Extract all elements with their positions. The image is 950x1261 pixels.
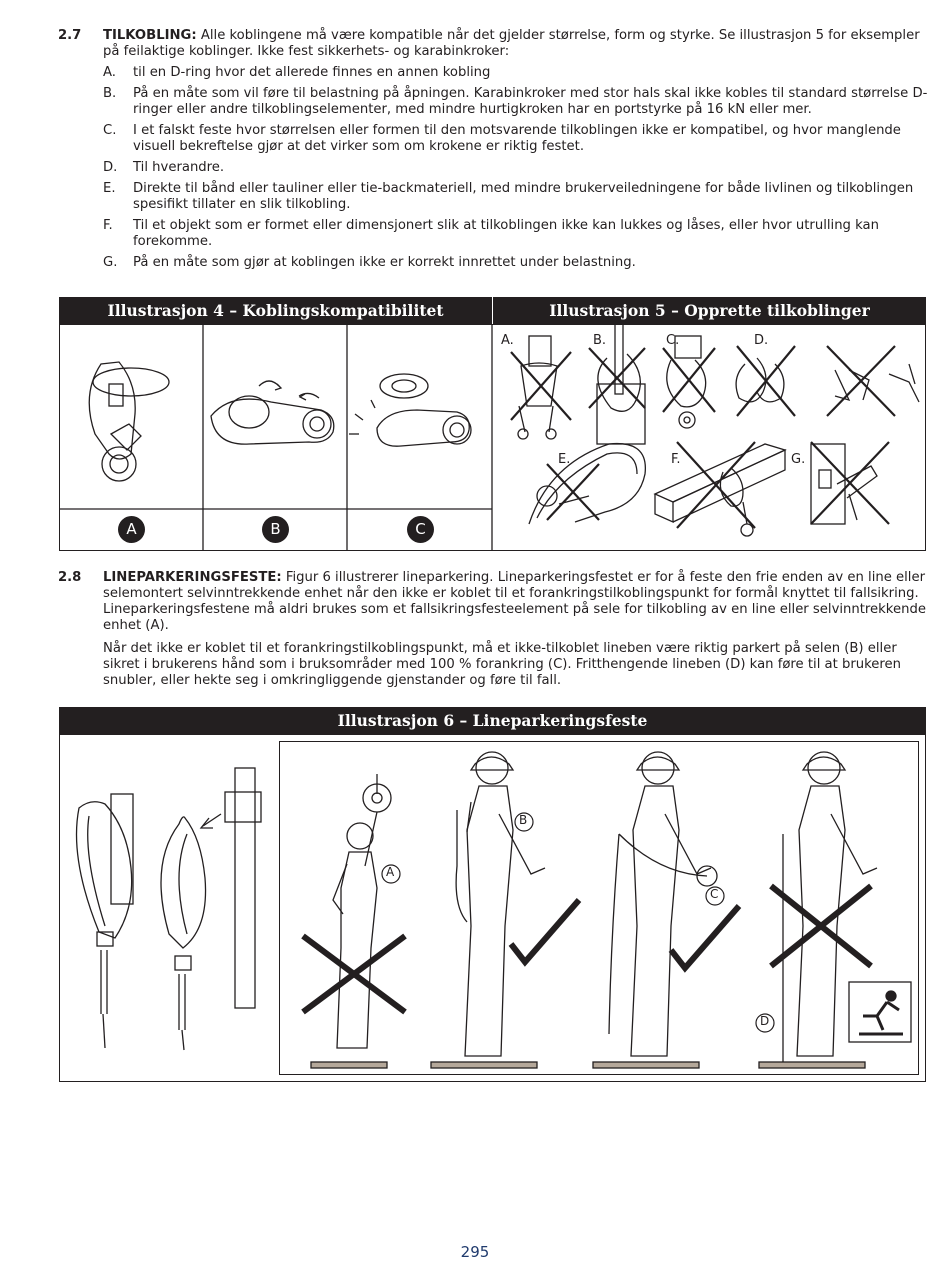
figure-5-label-g: G. (791, 452, 806, 467)
figure-4-badge-b: B (262, 516, 289, 543)
item-text: til en D-ring hvor det allerede finnes en annen kobling (133, 65, 491, 80)
list-item (103, 86, 928, 118)
figure-4-5-art (59, 324, 926, 551)
worker-c-figure (593, 752, 739, 1068)
item-letter: F. (103, 218, 113, 233)
connection-example-e (529, 444, 645, 524)
section-intro-text: Alle koblingene må være kompatible når det gjelder størrelse, form og styrke. Se illustrasjon 5 for eksempler på feilaktige koblinger. Ikke fest sikkerhets- og karabinkroker: (103, 28, 920, 59)
section-para-2: Når det ikke er koblet til et forankringstilkoblingspunkt, må et ikke-tilkoblet lineben være riktig parkert på selen (B) eller sikret i brukerens hånd som i bruksområder med 100 % forankring (C). Fritthengende lineben (D) kan føre til at brukeren snubler, eller hekte seg i omkringliggende gjenstander og føre til fall. (103, 641, 902, 688)
section-para-1 (103, 570, 928, 634)
figure-5-title: Illustrasjon 5 – Opprette tilkoblinger (492, 297, 926, 324)
section-number: 2.7 (58, 28, 82, 43)
x-marks (511, 346, 895, 528)
callout-c: C (710, 887, 719, 901)
list-item (103, 160, 928, 176)
item-text: Til hverandre. (133, 160, 225, 175)
parking-clip-detail-icon (77, 768, 262, 1050)
section-heading: LINEPARKERINGSFESTE: (103, 570, 282, 585)
figure-6-title: Illustrasjon 6 – Lineparkeringsfeste (59, 707, 926, 734)
section-2-7 (58, 28, 928, 276)
figure-5-label-d: D. (754, 333, 769, 348)
figure-5-label-f: F. (671, 452, 681, 467)
rule-list (103, 65, 928, 271)
section-intro (103, 28, 928, 60)
callout-d: D (760, 1014, 770, 1028)
figure-4-title: Illustrasjon 4 – Koblingskompatibilitet (59, 297, 492, 324)
figure-5-label-e: E. (558, 452, 571, 467)
item-text: På en måte som vil føre til belastning på åpningen. Karabinkroker med stor hals skal ikke kobles til standard størrelse D-ringer eller andre tilkoblingselementer, med mindre hurtigkroken har en portstyrke på 16 kN eller mer. (133, 86, 928, 117)
item-letter: D. (103, 160, 118, 175)
list-item (103, 123, 928, 155)
item-letter: A. (103, 65, 116, 80)
connection-example-a (518, 336, 557, 439)
section-heading: TILKOBLING: (103, 28, 197, 43)
item-letter: E. (103, 181, 116, 196)
section-2-8 (58, 570, 928, 689)
worker-b-figure (431, 752, 579, 1068)
figure-5-label-a: A. (501, 333, 514, 348)
section-number: 2.8 (58, 570, 82, 585)
callout-a: A (386, 865, 395, 879)
list-item (103, 255, 928, 271)
item-letter: G. (103, 255, 118, 270)
page-number: 295 (460, 1243, 490, 1261)
callout-circles (382, 813, 774, 1032)
figure-6-art (59, 734, 926, 1082)
figure-4-badge-c: C (407, 516, 434, 543)
figure-5-label-b: B. (593, 333, 607, 348)
item-text: I et falskt feste hvor størrelsen eller formen til den motsvarende tilkoblingen ikke er kompatibel, og hvor manglende visuell bekreftelse gjør at det virker som om krokene er riktig festet. (133, 123, 901, 154)
section-para-1-text: Figur 6 illustrerer lineparkering. Lineparkeringsfestet er for å feste den frie enden av en line eller selemontert selvinntrekkende enhet når den ikke er koblet til et forankringstilkoblingspunkt for formål knyttet til fallsikring. Lineparkeringsfestene må aldri brukes som et fallsikringsfesteelement på sele for tilkobling av en line eller selvinntrekkende enhet (A). (103, 570, 926, 633)
worker-d-figure (759, 752, 911, 1068)
figure-5-label-c: C. (666, 333, 680, 348)
item-text: Til et objekt som er formet eller dimensjonert slik at tilkoblingen ikke kan lukkes og låses, eller hvor utrulling kan forekomme. (133, 218, 879, 249)
connection-example-d (736, 358, 919, 402)
snap-hook-rotating-icon (211, 381, 334, 444)
item-text: På en måte som gjør at koblingen ikke er korrekt innrettet under belastning. (133, 255, 636, 270)
list-item (103, 218, 928, 250)
list-item (103, 181, 928, 213)
item-text: Direkte til bånd eller tauliner eller tie-backmateriell, med mindre brukerveiledningene for både livlinen og tilkoblingen spesifikt tillater en slik tilkobling. (133, 181, 914, 212)
snap-hook-icon (89, 362, 169, 481)
snap-hook-false-engaged-icon (349, 374, 471, 446)
x-marks (303, 886, 871, 1012)
list-item (103, 65, 928, 81)
worker-a-figure (311, 774, 391, 1068)
figure-4-badge-a: A (118, 516, 145, 543)
item-letter: C. (103, 123, 117, 138)
item-letter: B. (103, 86, 117, 101)
callout-b: B (519, 813, 528, 827)
